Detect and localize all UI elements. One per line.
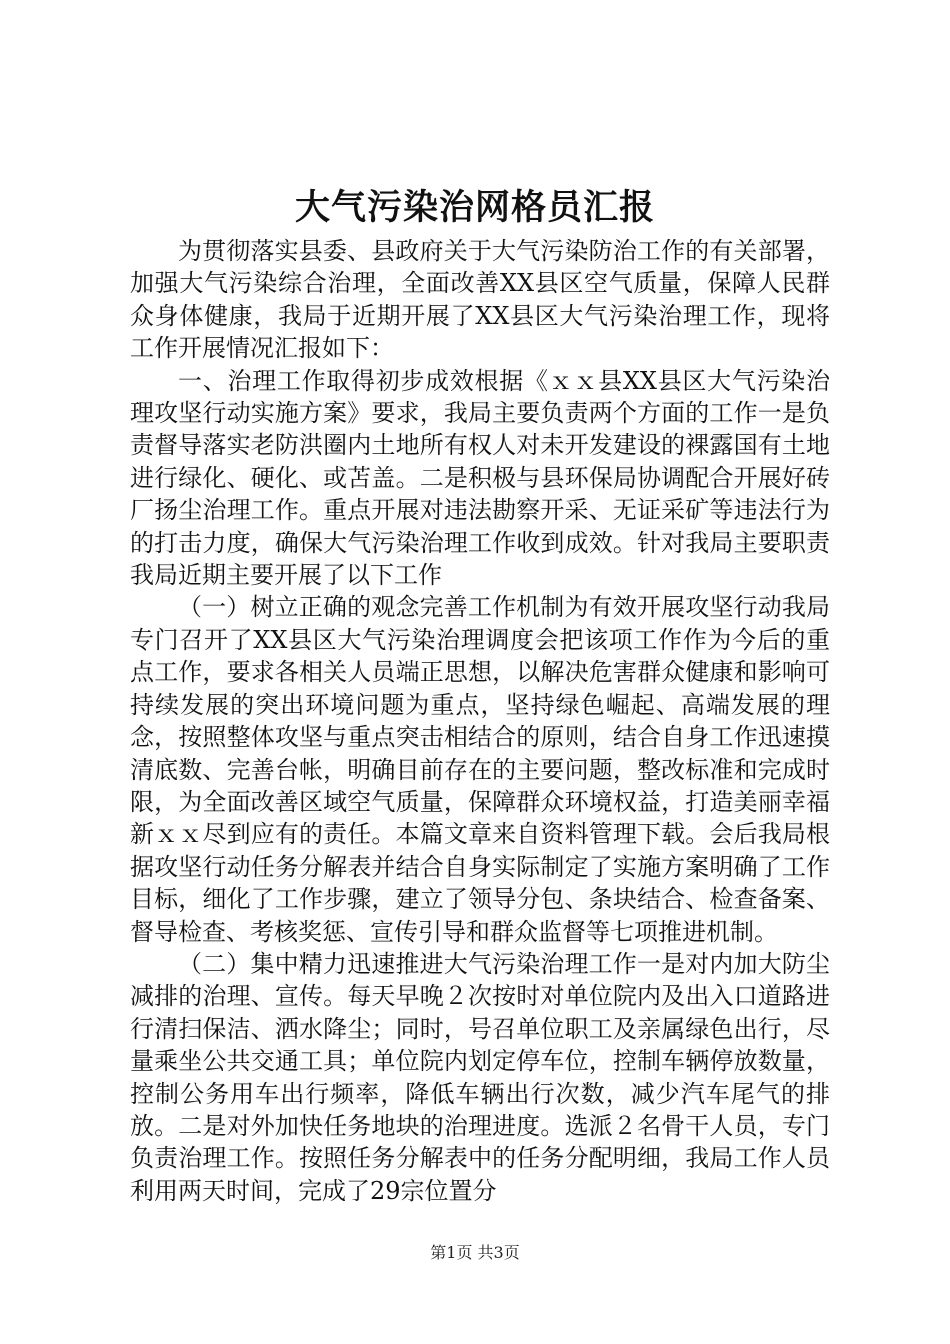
document-body [130, 235, 830, 1207]
paragraph-subsection-2: （二）集中精力迅速推进大气污染治理工作一是对内加大防尘减排的治理、宣传。每天早晚２次按时对单位院内及出入口道路进行清扫保洁、洒水降尘；同时，号召单位职工及亲属绿色出行，尽量乘坐公共交通工具；单位院内划定停车位，控制车辆停放数量，控制公务用车出行频率，降低车辆出行次数，减少汽车尾气的排放。二是对外加快任务地块的治理进度。选派２名骨干人员，专门负责治理工作。按照任务分解表中的任务分配明细，我局工作人员利用两天时间，完成了29宗位置分 [130, 949, 830, 1205]
page-number-footer: 第1页 共3页 [430, 1243, 520, 1262]
paragraph-intro: 为贯彻落实县委、县政府关于大气污染防治工作的有关部署，加强大气污染综合治理，全面改善XX县区空气质量，保障人民群众身体健康，我局于近期开展了XX县区大气污染治理工作，现将工作开展情况汇报如下： [130, 237, 830, 363]
document-title: 大气污染治网格员汇报 [294, 187, 655, 228]
paragraph-subsection-1: （一）树立正确的观念完善工作机制为有效开展攻坚行动我局专门召开了XX县区大气污染治理调度会把该项工作作为今后的重点工作，要求各相关人员端正思想，以解决危害群众健康和影响可持续发展的突出环境问题为重点，坚持绿色崛起、高端发展的理念，按照整体攻坚与重点突击相结合的原则，结合自身工作迅速摸清底数、完善台帐，明确目前存在的主要问题，整改标准和完成时限，为全面改善区域空气质量，保障群众环境权益，打造美丽幸福新ｘｘ尽到应有的责任。本篇文章来自资料管理下载。会后我局根据攻坚行动任务分解表并结合自身实际制定了实施方案明确了工作目标，细化了工作步骤，建立了领导分包、条块结合、检查备案、督导检查、考核奖惩、宣传引导和群众监督等七项推进机制。 [130, 593, 830, 946]
paragraph-section-1: 一、治理工作取得初步成效根据《ｘｘ县XX县区大气污染治理攻坚行动实施方案》要求，我局主要负责两个方面的工作一是负责督导落实老防洪圈内土地所有权人对未开发建设的裸露国有土地进行绿化、硬化、或苫盖。二是积极与县环保局协调配合开展好砖厂扬尘治理工作。重点开展对违法勘察开采、无证采矿等违法行为的打击力度，确保大气污染治理工作收到成效。针对我局主要职责我局近期主要开展了以下工作 [130, 366, 830, 590]
